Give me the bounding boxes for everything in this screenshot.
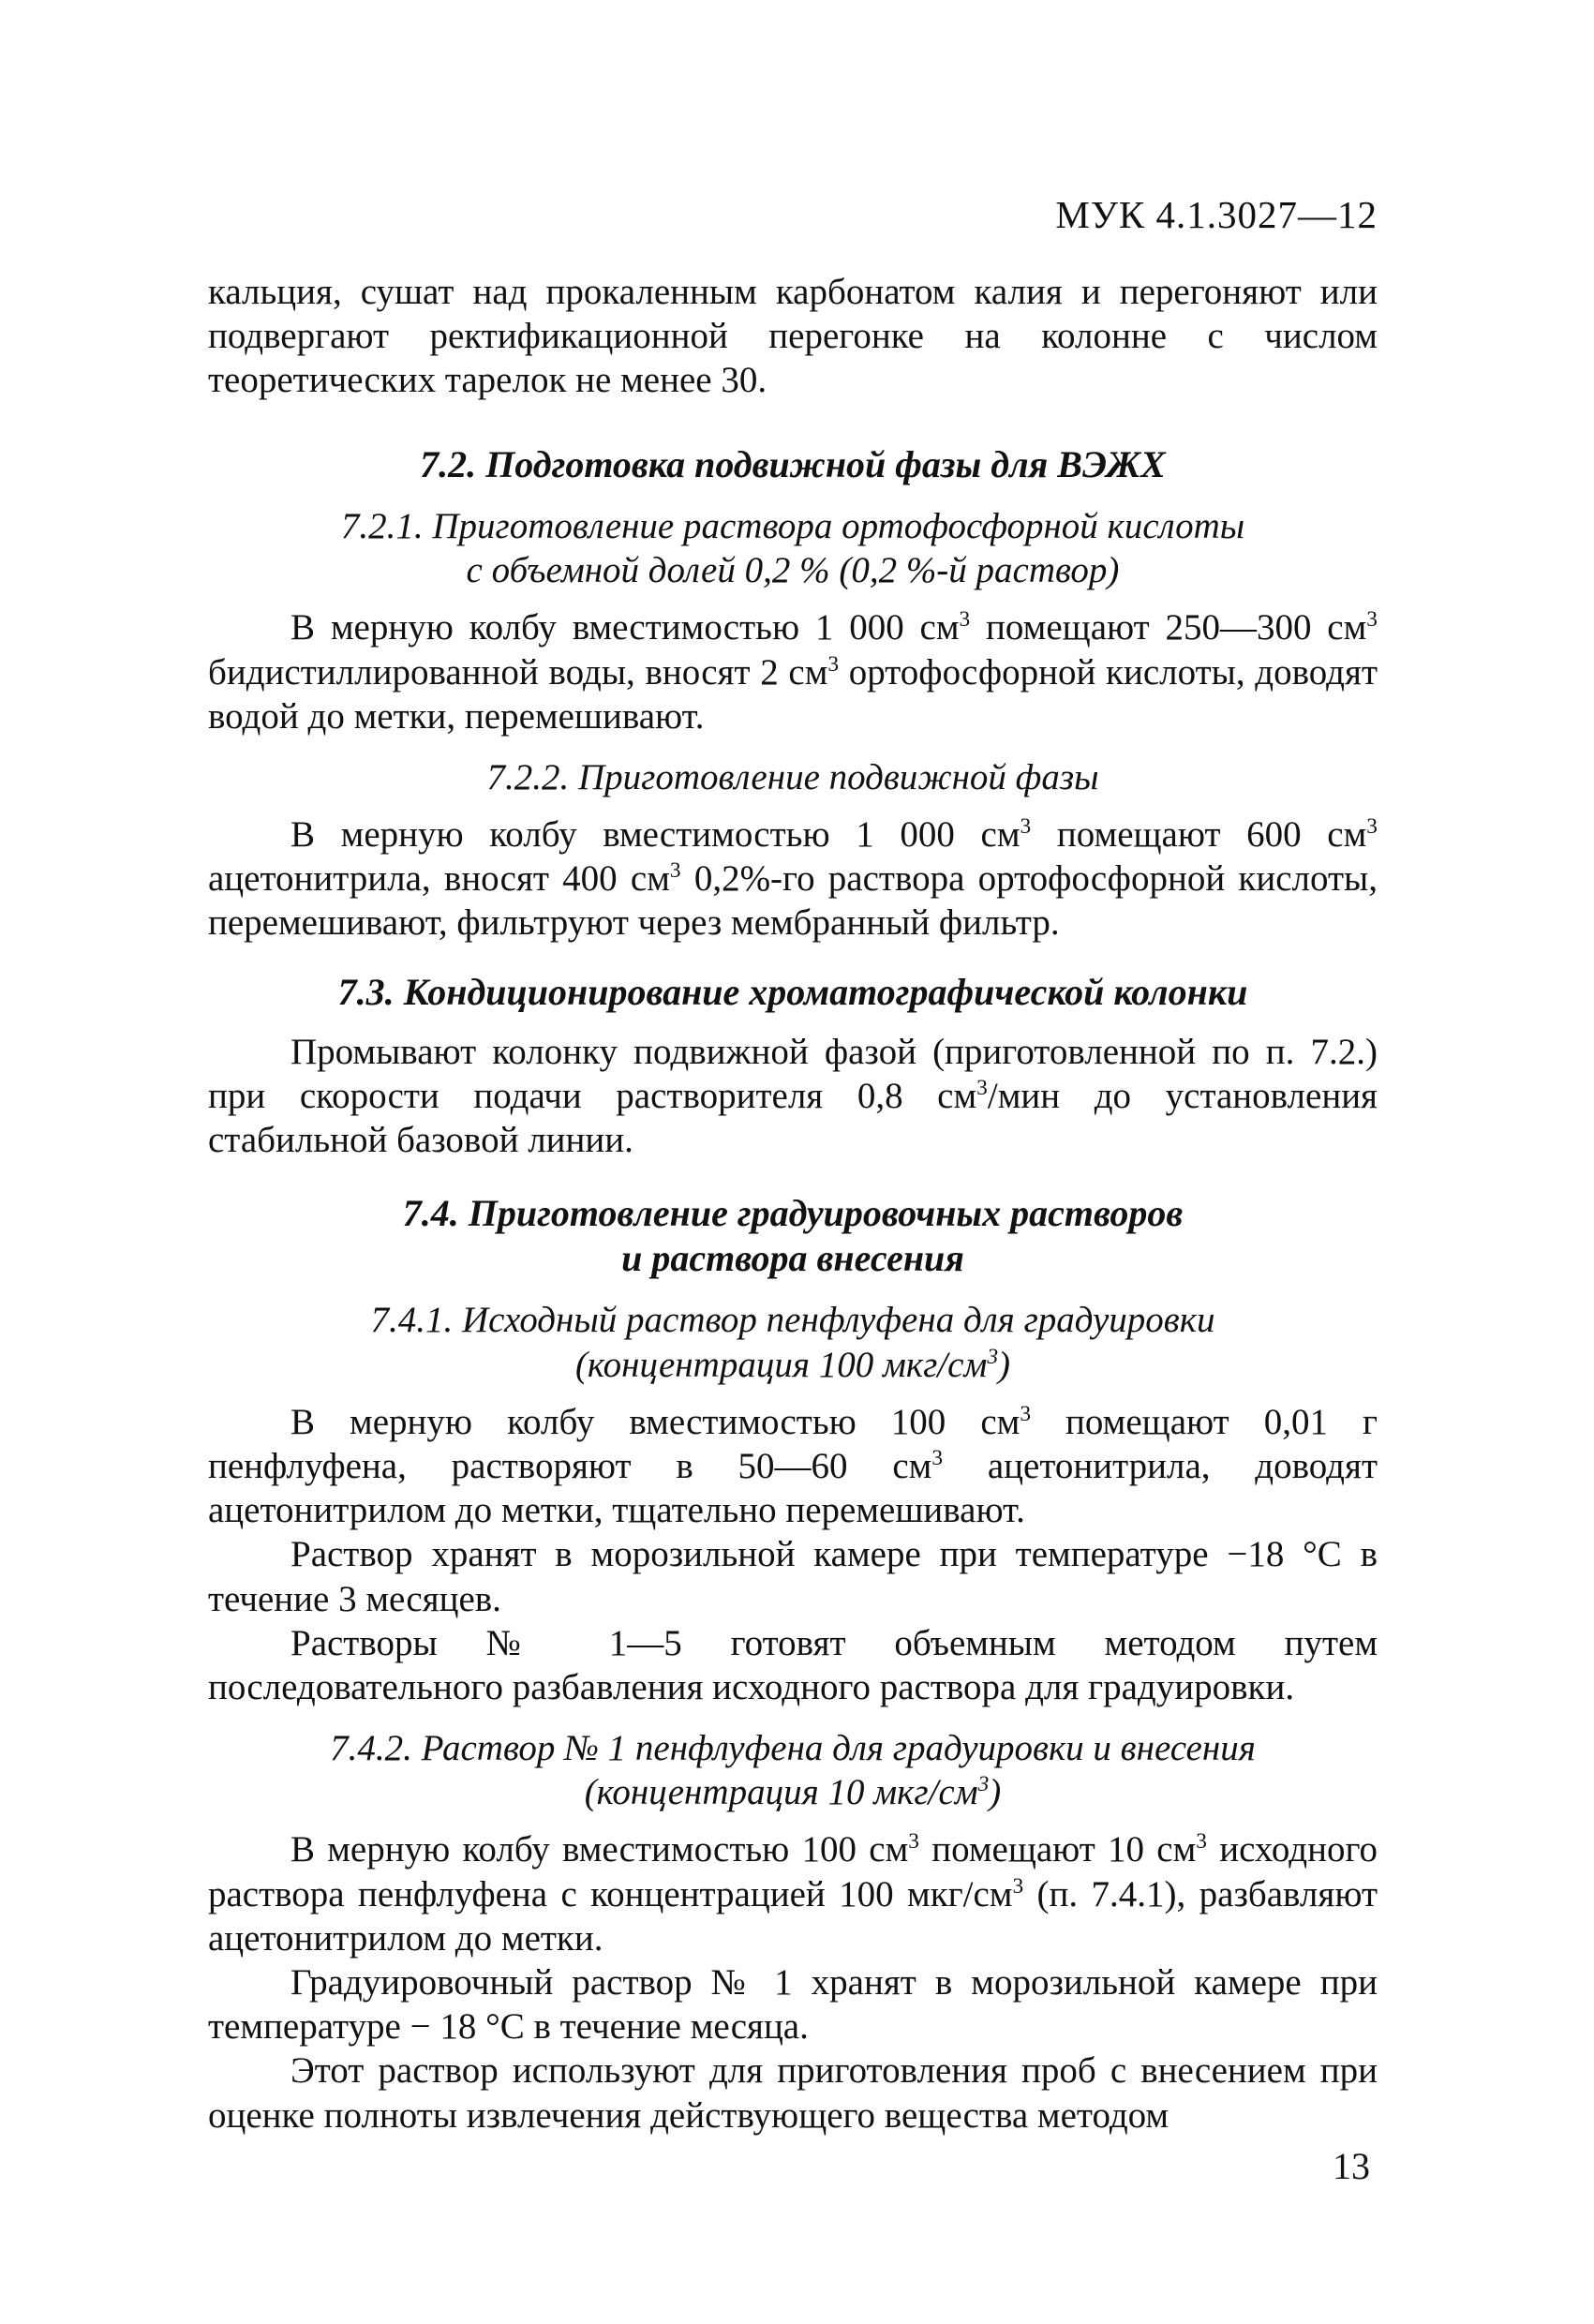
superscript: 3 bbox=[827, 651, 840, 677]
text-run: ацетонитрила, доводят ацетонитрилом до метки, тщательно перемешивают. bbox=[208, 1445, 1378, 1531]
text-run: ацетонитрила, вносят 400 см bbox=[208, 858, 670, 900]
text-run: (п. 7.4.1), разбавляют ацетонитрилом до метки. bbox=[208, 1873, 1378, 1959]
heading-7-2-1-line2: с объемной долей 0,2 % (0,2 %-й раствор) bbox=[466, 550, 1120, 591]
text-run: (концентрация 100 мкг/см bbox=[574, 1344, 988, 1385]
page-number: 13 bbox=[1333, 2145, 1370, 2187]
paragraph-7-4-2-storage: Градуировочный раствор № 1 хранят в морозильной камере при температуре − 18 °C в течение месяца. bbox=[208, 1962, 1378, 2048]
text-run: /мин до установления стабильной базовой линии. bbox=[208, 1076, 1378, 1161]
paragraph-7-4-1 bbox=[208, 1400, 1378, 1533]
superscript: 3 bbox=[1020, 814, 1032, 840]
text-run: ) bbox=[989, 1772, 1002, 1813]
heading-7-4-1-line1: 7.4.1. Исходный раствор пенфлуфена для градуировки bbox=[370, 1300, 1215, 1341]
text-run: помещают 10 см bbox=[918, 1829, 1197, 1870]
text-run: (концентрация 10 мкг/см bbox=[584, 1772, 978, 1813]
superscript: 3 bbox=[1366, 607, 1378, 633]
superscript: 3 bbox=[1012, 1873, 1024, 1899]
paragraph-intro: кальция, сушат над прокаленным карбонатом калия и перегоняют или подвергают ректификационной перегонке на колонне с числом теоретических тарелок не менее 30. bbox=[208, 272, 1378, 401]
heading-7-4-line2: и раствора внесения bbox=[621, 1236, 964, 1279]
superscript: 3 bbox=[977, 1772, 990, 1797]
superscript: 3 bbox=[1366, 814, 1378, 840]
text-run: ) bbox=[998, 1344, 1011, 1385]
paragraph-7-3 bbox=[208, 1030, 1378, 1163]
superscript: 3 bbox=[959, 607, 971, 633]
heading-7-4-line1: 7.4. Приготовление градуировочных растворов bbox=[402, 1191, 1184, 1234]
superscript: 3 bbox=[931, 1445, 944, 1470]
paragraph-7-2-1 bbox=[208, 605, 1378, 738]
heading-7-4-2-line1: 7.4.2. Раствор № 1 пенфлуфена для градуировки и внесения bbox=[330, 1728, 1256, 1769]
superscript: 3 bbox=[908, 1829, 919, 1855]
text-run: В мерную колбу вместимостью 1 000 см bbox=[290, 814, 1020, 856]
text-run: бидистиллированной воды, вносят 2 см bbox=[208, 651, 828, 693]
text-run: В мерную колбу вместимостью 1 000 см bbox=[290, 607, 960, 648]
heading-7-2-1 bbox=[208, 504, 1378, 592]
superscript: 3 bbox=[669, 858, 681, 884]
text-run: В мерную колбу вместимостью 100 см bbox=[290, 1829, 909, 1870]
heading-7-4-1-line2 bbox=[208, 1343, 1378, 1387]
heading-7-3: 7.3. Кондиционирование хроматографической колонки bbox=[337, 970, 1248, 1013]
text-run: 0,2%-го раствора ортофосфорной кислоты, перемешивают, фильтруют через мембранный фильтр. bbox=[208, 858, 1378, 944]
heading-7-2: 7.2. Подготовка подвижной фазы для ВЭЖХ bbox=[420, 442, 1166, 485]
paragraph-7-4-2-use: Этот раствор используют для приготовления проб с внесением при оценке полноты извлечения действующего вещества методом bbox=[208, 2050, 1378, 2136]
page-body bbox=[208, 187, 1378, 2138]
text-run: В мерную колбу вместимостью 100 см bbox=[290, 1401, 1020, 1442]
superscript: 3 bbox=[976, 1076, 988, 1101]
superscript: 3 bbox=[1020, 1401, 1032, 1426]
text-run: помещают 600 см bbox=[1031, 814, 1367, 856]
paragraph-7-4-2 bbox=[208, 1827, 1378, 1960]
heading-7-4-2 bbox=[208, 1726, 1378, 1814]
heading-7-2-1-line1: 7.2.1. Приготовление раствора ортофосфорной кислоты bbox=[340, 505, 1245, 546]
paragraph-7-4-1-storage: Раствор хранят в морозильной камере при температуре −18 °C в течение 3 месяцев. bbox=[208, 1534, 1378, 1619]
paragraph-7-4-1-dilution: Растворы № 1—5 готовят объемным методом путем последовательного разбавления исходного раствора для градуировки. bbox=[208, 1622, 1378, 1707]
text-run: исходного раствора пенфлуфена с концентрацией 100 мкг/см bbox=[208, 1829, 1378, 1914]
heading-7-4 bbox=[208, 1191, 1378, 1282]
heading-7-2-2: 7.2.2. Приготовление подвижной фазы bbox=[486, 756, 1099, 797]
text-run: ортофосфорной кислоты, доводят водой до метки, перемешивают. bbox=[208, 651, 1378, 737]
superscript: 3 bbox=[987, 1344, 999, 1369]
superscript: 3 bbox=[1196, 1829, 1207, 1855]
document-code: МУК 4.1.3027—12 bbox=[1055, 193, 1378, 236]
text-run: помещают 0,01 г пенфлуфена, растворяют в 50—60 см bbox=[208, 1401, 1378, 1486]
text-run: Промывают колонку подвижной фазой (приготовленной по п. 7.2.) при скорости подачи растворителя 0,8 см bbox=[208, 1032, 1378, 1117]
heading-7-4-1 bbox=[208, 1298, 1378, 1386]
text-run: помещают 250—300 см bbox=[970, 607, 1367, 648]
heading-7-4-2-line2 bbox=[208, 1770, 1378, 1814]
paragraph-7-2-2 bbox=[208, 812, 1378, 946]
